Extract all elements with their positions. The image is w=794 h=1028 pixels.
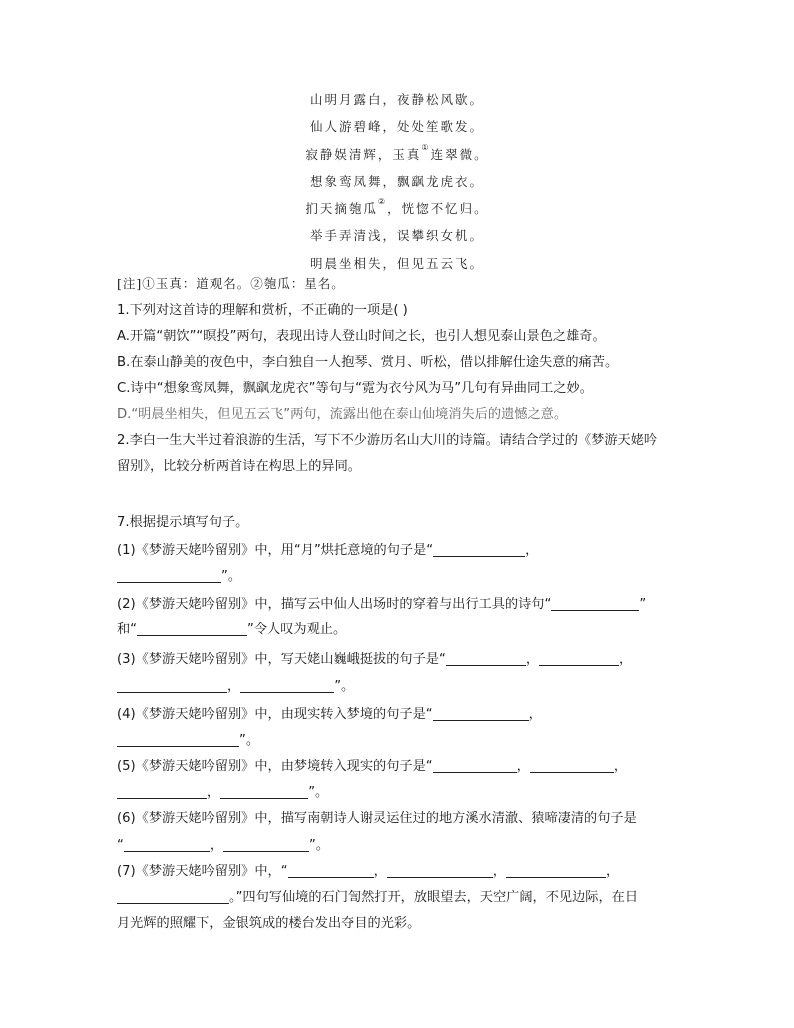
punct: ， — [613, 759, 628, 774]
answer-blank[interactable] — [240, 678, 334, 693]
answer-blank[interactable] — [539, 651, 619, 666]
poem-line-4: 想象鸾凤舞，飘飖龙虎衣。 — [309, 173, 484, 189]
answer-blank[interactable] — [433, 542, 525, 557]
q7-item-7-line-1 — [117, 859, 619, 885]
answer-blank[interactable] — [117, 568, 221, 583]
answer-blank[interactable] — [124, 837, 210, 852]
q7-item-4-line-1 — [117, 702, 542, 728]
q7-item-6-line-1: (6)《梦游天姥吟留别》中，描写南朝诗人谢灵运住过的地方溪水清澈、猿啼凄清的句子是 — [117, 811, 637, 826]
question-2-line-1: 2.李白一生大半过着浪游的生活，写下不少游历名山大川的诗篇。请结合学过的《梦游天姥吟 — [117, 433, 658, 448]
q7-item-3-text: (3)《梦游天姥吟留别》中，写天姥山巍峨挺拔的句子是“ — [117, 652, 446, 667]
punct: “ — [117, 838, 124, 853]
q7-item-3-line-2 — [117, 674, 354, 700]
q7-item-4-line-2 — [117, 728, 259, 754]
poem-line-2: 仙人游碧峰，处处笙歌发。 — [309, 119, 484, 135]
poem-line-5 — [0, 195, 794, 222]
punct: ”。 — [334, 679, 355, 694]
punct: ”。 — [308, 785, 329, 800]
q7-item-5-text: (5)《梦游天姥吟留别》中，由梦境转入现实的句子是“ — [117, 759, 433, 774]
answer-blank[interactable] — [433, 758, 517, 773]
poem-note: [注]①玉真：道观名。②匏瓜：星名。 — [117, 276, 345, 291]
answer-blank[interactable] — [387, 863, 493, 878]
punct: ， — [516, 759, 530, 774]
answer-blank[interactable] — [117, 732, 239, 747]
answer-blank[interactable] — [223, 837, 309, 852]
punct: ， — [525, 543, 539, 558]
punct: ， — [373, 864, 387, 879]
option-a: A.开篇“朝饮”“暝投”两句，表现出诗人登山时间之长，也引人想见泰山景色之雄奇。 — [117, 329, 606, 344]
punct: ” — [639, 597, 647, 612]
answer-blank[interactable] — [446, 651, 526, 666]
option-d: D.“明晨坐相失，但见五云飞”两句，流露出他在泰山仙境消失后的遗憾之意。 — [117, 407, 568, 422]
answer-blank[interactable] — [137, 621, 247, 636]
punct: ， — [605, 864, 620, 879]
poem-line-7: 明晨坐相失，但见五云飞。 — [309, 255, 484, 271]
answer-blank[interactable] — [506, 863, 606, 878]
answer-blank[interactable] — [551, 596, 639, 611]
punct: 和“ — [117, 622, 138, 637]
option-c: C.诗中“想象鸾凤舞，飘飖龙虎衣”等句与“霓为衣兮风为马”几句有异曲同工之妙。 — [117, 381, 593, 396]
q7-item-2-line-1 — [117, 592, 646, 618]
q7-item-1-line-2 — [117, 564, 241, 590]
q7-item-7-line-2 — [117, 885, 638, 911]
answer-blank[interactable] — [117, 678, 227, 693]
punct: ， — [525, 652, 540, 667]
answer-blank[interactable] — [433, 706, 529, 721]
poem-line-1: 山明月露白，夜静松风歇。 — [309, 92, 484, 107]
q7-item-1-line-1 — [117, 538, 538, 564]
q7-item-7-text: (7)《梦游天姥吟留别》中，“ — [117, 864, 288, 879]
question-7-title: 7.根据提示填写句子。 — [117, 515, 249, 530]
answer-blank[interactable] — [117, 889, 229, 904]
q7-item-5-line-1 — [117, 754, 627, 780]
q7-item-4-text: (4)《梦游天姥吟留别》中，由现实转入梦境的句子是“ — [117, 707, 433, 722]
q7-item-7-line-3: 月光辉的照耀下，金银筑成的楼台发出夺目的光彩。 — [117, 916, 421, 931]
poem-line-3-tail: 连翠微。 — [430, 146, 489, 162]
punct: ， — [619, 652, 633, 667]
poem-line-5-head: 扪天摘匏瓜 — [305, 201, 378, 217]
punct: ， — [492, 864, 506, 879]
question-1 — [117, 298, 677, 480]
q7-item-2-tail: ”令人叹为观止。 — [247, 622, 347, 637]
punct: ”。 — [221, 569, 242, 584]
question-2-line-2: 留别》，比较分析两首诗在构思上的异同。 — [117, 459, 361, 474]
answer-blank[interactable] — [220, 784, 308, 799]
q7-item-1-text: (1)《梦游天姥吟留别》中，用“月”烘托意境的句子是“ — [117, 543, 434, 558]
punct: ， — [207, 785, 221, 800]
poem-line-3 — [0, 141, 794, 168]
q7-item-5-line-2 — [117, 780, 328, 806]
punct: ”。 — [309, 838, 330, 853]
punct: ， — [528, 707, 542, 722]
punct: ， — [209, 838, 224, 853]
question-1-stem: 1.下列对这首诗的理解和赏析，不正确的一项是( ) — [117, 303, 408, 318]
answer-blank[interactable] — [530, 758, 614, 773]
q7-item-6-line-2 — [117, 833, 329, 859]
q7-item-2-line-2 — [117, 617, 346, 643]
option-b: B.在泰山静美的夜色中，李白独自一人抱琴、赏月、听松，借以排解仕途失意的痛苦。 — [117, 355, 619, 370]
poem-line-5-tail: ，恍惚不忆归。 — [387, 201, 489, 217]
poem — [0, 86, 794, 277]
q7-item-7-tail: 。”四句写仙境的石门訇然打开，放眼望去，天空广阔，不见边际，在日 — [229, 890, 639, 905]
answer-blank[interactable] — [288, 863, 374, 878]
footnote-mark-2: ② — [377, 197, 388, 207]
poem-line-3-head: 寂静娱清辉，玉真 — [305, 146, 422, 162]
punct: ， — [227, 679, 241, 694]
punct: ”。 — [239, 733, 260, 748]
q7-item-2-text: (2)《梦游天姥吟留别》中，描写云中仙人出场时的穿着与出行工具的诗句“ — [117, 597, 552, 612]
footnote-mark-1: ① — [421, 142, 431, 152]
poem-line-6: 举手弄清浅，误攀织女机。 — [309, 228, 484, 244]
answer-blank[interactable] — [117, 784, 207, 799]
q7-item-3-line-1 — [117, 647, 632, 673]
